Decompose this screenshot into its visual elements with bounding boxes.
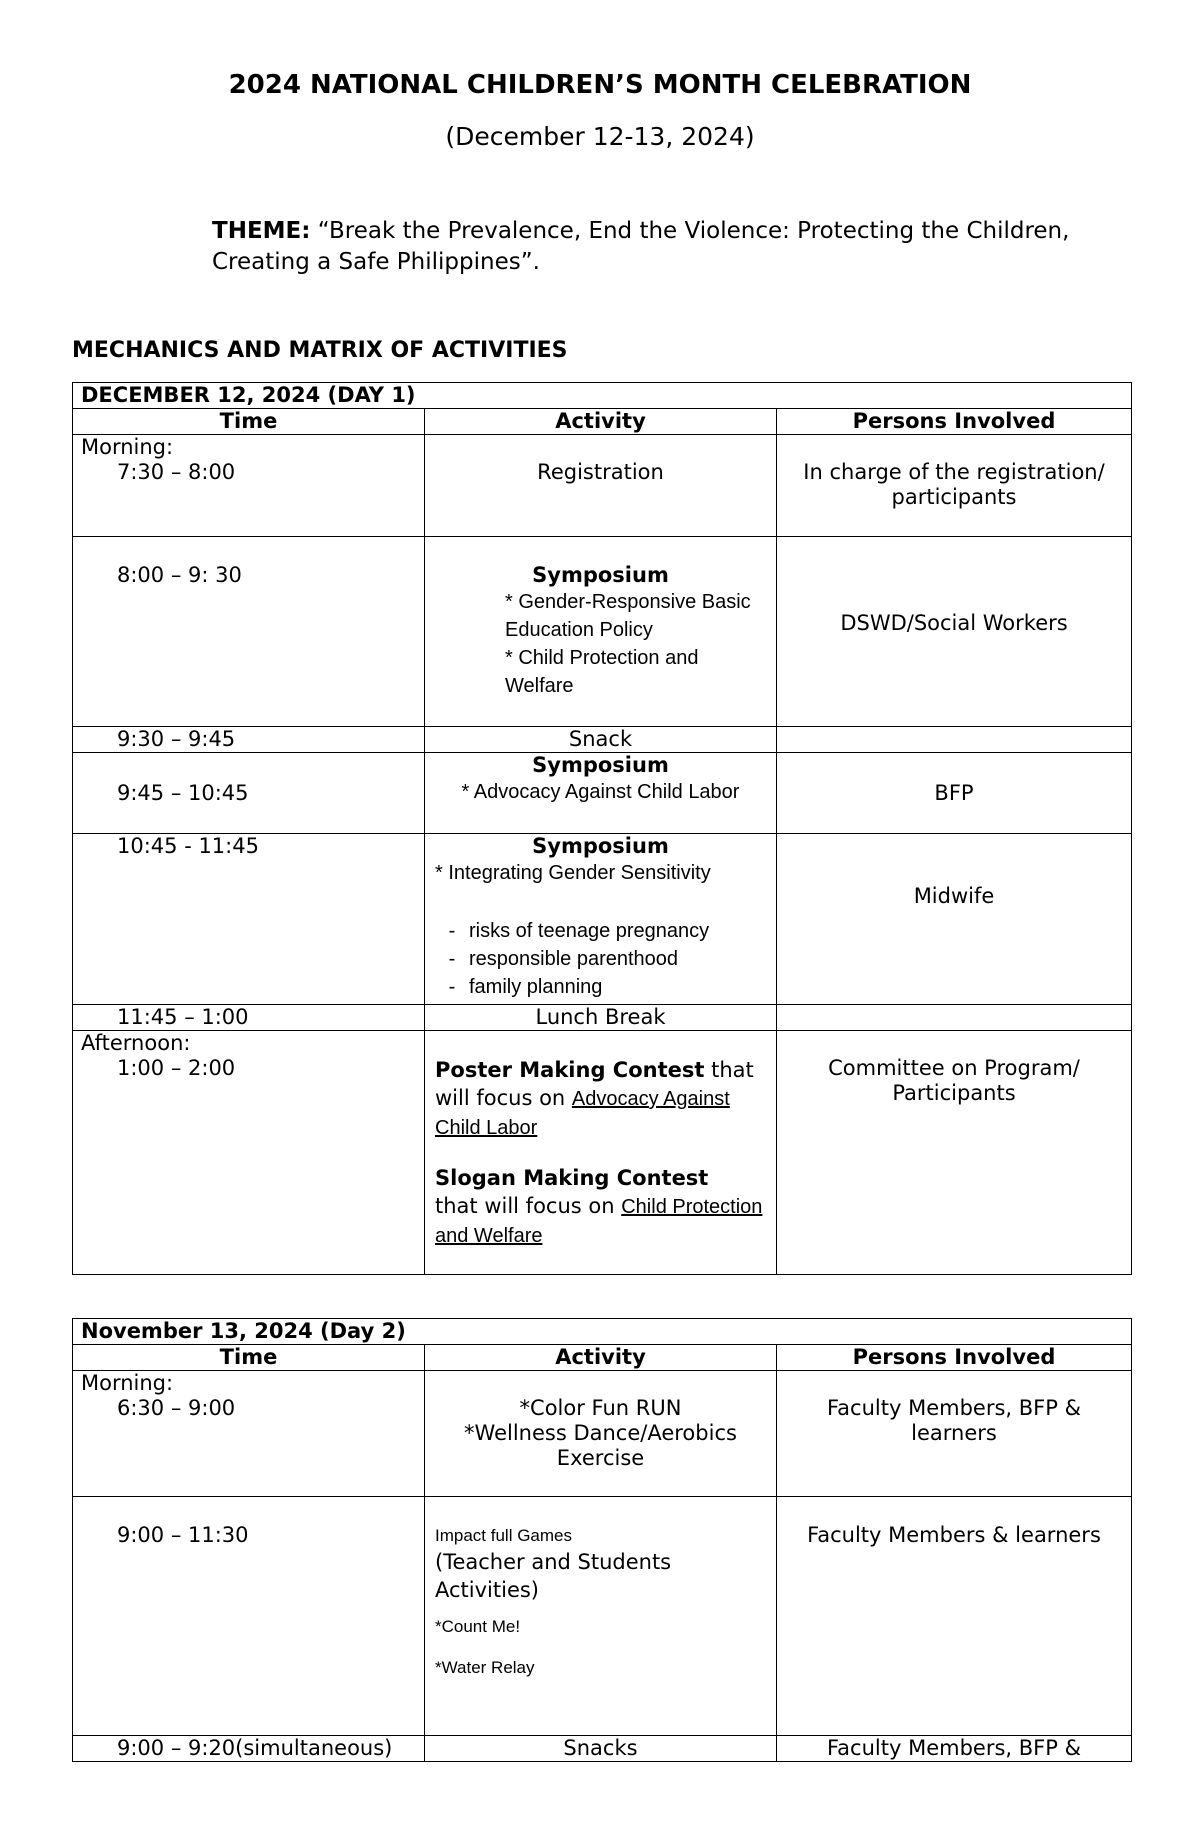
day1-label: DECEMBER 12, 2024 (DAY 1) [73, 383, 1132, 409]
persons-cell [777, 1005, 1132, 1031]
time-cell: 8:00 – 9: 30 [73, 537, 425, 727]
activity-cell [425, 753, 777, 834]
activity-item: *Color Fun RUN [519, 1396, 682, 1420]
table-row [73, 1371, 1132, 1497]
time-cell: 9:45 – 10:45 [73, 753, 425, 834]
header-time: Time [73, 1345, 425, 1371]
poster-contest-title: Poster Making Contest [435, 1058, 705, 1082]
header-persons: Persons Involved [777, 1345, 1132, 1371]
games-title: Impact full Games [435, 1526, 572, 1545]
list-item: *Water Relay [435, 1658, 535, 1677]
persons-cell: Faculty Members, BFP & [777, 1736, 1132, 1762]
header-activity: Activity [425, 409, 777, 435]
table-row [73, 435, 1132, 537]
activity-item: *Wellness Dance/Aerobics Exercise [464, 1421, 737, 1470]
persons-cell: BFP [777, 753, 1132, 834]
activity-cell [425, 1497, 777, 1736]
table-row [73, 1497, 1132, 1736]
time-cell [73, 1031, 425, 1275]
activity-cell: Snack [425, 727, 777, 753]
time-cell: 9:00 – 9:20(simultaneous) [73, 1736, 425, 1762]
list-item: - responsible parenthood [448, 948, 679, 970]
list-item: - risks of teenage pregnancy [448, 920, 710, 942]
table-row [73, 727, 1132, 753]
header-time: Time [73, 409, 425, 435]
slogan-contest-desc: that will focus on [435, 1194, 622, 1218]
table-row [73, 537, 1132, 727]
symposium-heading: Symposium [532, 834, 669, 858]
symposium-heading: Symposium [532, 563, 669, 587]
symposium-item: * Gender-Responsive Basic Education Policy [505, 591, 751, 641]
activity-cell [425, 537, 777, 727]
persons-cell [777, 727, 1132, 753]
time-cell: 10:45 - 11:45 [73, 834, 425, 1005]
persons-cell: Committee on Program/ Participants [777, 1031, 1132, 1275]
header-persons: Persons Involved [777, 409, 1132, 435]
day2-table [72, 1318, 1132, 1762]
day2-label: November 13, 2024 (Day 2) [73, 1319, 1132, 1345]
day2-header-row [73, 1345, 1132, 1371]
theme-label: THEME: [212, 218, 311, 244]
time-cell [73, 1371, 425, 1497]
time-cell: 11:45 – 1:00 [73, 1005, 425, 1031]
persons-cell: Midwife [777, 834, 1132, 1005]
slogan-contest-title: Slogan Making Contest [435, 1166, 709, 1190]
persons-cell: Faculty Members & learners [777, 1497, 1132, 1736]
time-value: 7:30 – 8:00 [117, 460, 236, 484]
morning-label: Morning: [81, 1371, 174, 1395]
slogan-contest-topic: Child Protection and Welfare [435, 1196, 763, 1247]
time-cell: 9:00 – 11:30 [73, 1497, 425, 1736]
persons-cell: In charge of the registration/ participants [777, 435, 1132, 537]
list-item: - family planning [448, 976, 603, 998]
day1-table [72, 382, 1132, 1275]
activity-cell [425, 1031, 777, 1275]
activity-cell [425, 1371, 777, 1497]
persons-cell: Faculty Members, BFP & learners [777, 1371, 1132, 1497]
poster-contest-desc: that will focus on [435, 1058, 754, 1110]
section-title: MECHANICS AND MATRIX OF ACTIVITIES [72, 338, 568, 363]
table-row [73, 1005, 1132, 1031]
symposium-heading: Symposium [532, 753, 669, 777]
time-cell: 9:30 – 9:45 [73, 727, 425, 753]
document-title: 2024 NATIONAL CHILDREN’S MONTH CELEBRATION [228, 70, 972, 100]
time-value: 1:00 – 2:00 [117, 1056, 236, 1080]
persons-cell: DSWD/Social Workers [777, 537, 1132, 727]
time-value: 6:30 – 9:00 [117, 1396, 236, 1420]
event-dates: (December 12-13, 2024) [445, 122, 755, 151]
slogan-contest [435, 1164, 776, 1250]
afternoon-label: Afternoon: [81, 1031, 191, 1055]
poster-contest [435, 1056, 776, 1142]
theme-statement [212, 216, 1112, 278]
activity-cell [425, 834, 777, 1005]
header-activity: Activity [425, 1345, 777, 1371]
time-cell [73, 435, 425, 537]
activity-cell: Snacks [425, 1736, 777, 1762]
morning-label: Morning: [81, 435, 174, 459]
activity-cell: Lunch Break [425, 1005, 777, 1031]
poster-contest-topic: Advocacy Against Child Labor [435, 1088, 730, 1139]
games-subtitle: (Teacher and Students Activities) [435, 1550, 672, 1602]
activity-cell: Registration [425, 435, 777, 537]
table-row [73, 1031, 1132, 1275]
symposium-item: * Child Protection and Welfare [505, 647, 699, 697]
table-row [73, 834, 1132, 1005]
list-item: *Count Me! [435, 1617, 521, 1636]
theme-text: “Break the Prevalence, End the Violence: Protecting the Children, Creating a Safe Philippines”. [212, 218, 1070, 275]
day1-header-row [73, 409, 1132, 435]
symposium-item: * Advocacy Against Child Labor [461, 781, 740, 803]
table-row [73, 1736, 1132, 1762]
symposium-item: * Integrating Gender Sensitivity [435, 862, 711, 884]
table-row [73, 753, 1132, 834]
